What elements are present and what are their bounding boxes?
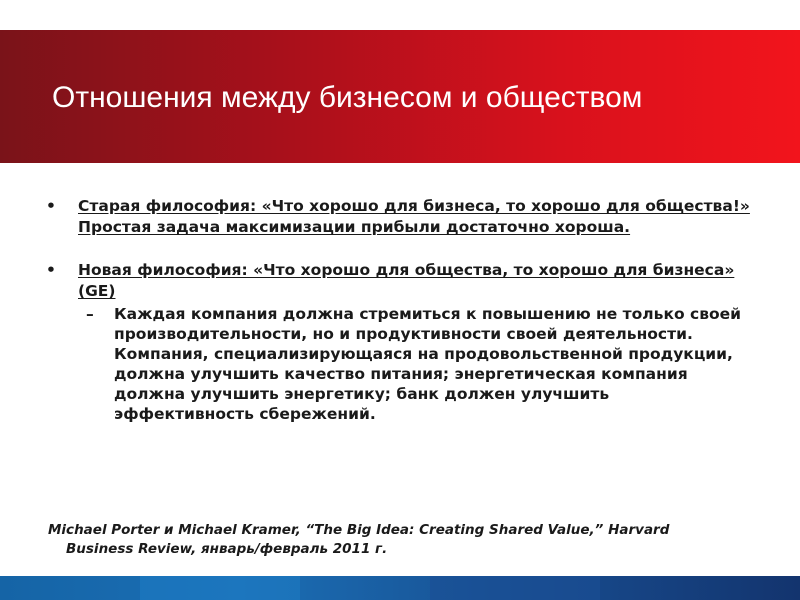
citation-line-2: Business Review, январь/февраль 2011 г.	[66, 541, 388, 557]
bullet-marker: •	[46, 197, 56, 215]
slide-content	[42, 196, 762, 424]
bullet-marker: •	[46, 261, 56, 279]
footer-bar-segment	[430, 576, 600, 600]
citation-line-1: Michael Porter и Michael Kramer, “The Big Idea: Creating Shared Value,” Harvard	[48, 522, 670, 538]
bullet-text: Новая философия: «Что хорошо для общества, то хорошо для бизнеса» (GE)	[78, 261, 735, 300]
bullet-text: Старая философия: «Что хорошо для бизнеса, то хорошо для общества!» Простая задача максимизации прибыли достаточно хороша.	[78, 197, 750, 236]
bullet-old-philosophy	[42, 196, 762, 238]
footer-bar-segment	[140, 576, 300, 600]
sub-bullet-text: Каждая компания должна стремиться к повышению не только своей производительности, но и продуктивности своей деятельности. Компания, специализирующаяся на продовольственной продукции, должна улучшить качество питания; энергетическая компания должна улучшить энергетику; банк должен улучшить эффективность сбережений.	[114, 305, 742, 423]
sub-bullet-marker: –	[86, 305, 94, 323]
sub-bullet-productivity	[42, 304, 746, 424]
citation	[48, 521, 748, 559]
footer-bar	[0, 576, 800, 600]
slide-title: Отношения между бизнесом и обществом	[52, 81, 643, 114]
bullet-new-philosophy	[42, 260, 762, 302]
